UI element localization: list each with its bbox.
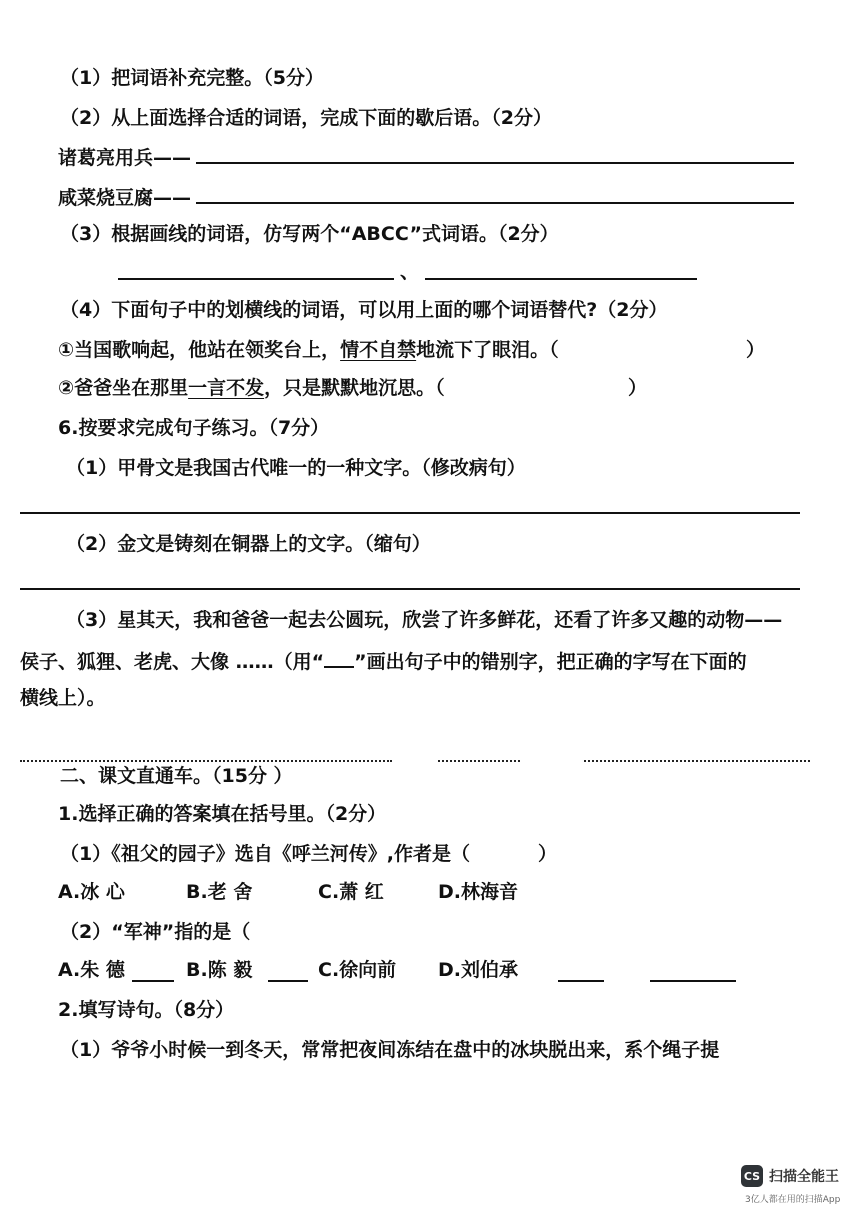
q6-part1: （1）甲骨文是我国古代唯一的一种文字。（修改病句） bbox=[66, 457, 526, 479]
q5-part2: （2）从上面选择合适的词语，完成下面的歇后语。（2分） bbox=[60, 107, 552, 129]
sec2-q1-1-close: ） bbox=[538, 843, 558, 865]
sentence-1-underlined: 情不自禁 bbox=[340, 339, 417, 361]
option-2d: D.刘伯承 bbox=[438, 959, 518, 981]
sentence-2-pre: ②爸爸坐在那里 bbox=[58, 377, 189, 399]
sentence-1 bbox=[58, 338, 559, 362]
option-a: A.冰 心 bbox=[58, 881, 125, 903]
underline-symbol bbox=[324, 648, 354, 668]
q5-part2-a-label: 诸葛亮用兵—— bbox=[58, 147, 192, 169]
q6-part3-line2-post: ”画出句子中的错别字，把正确的字写在下面的 bbox=[354, 651, 747, 673]
q5-part2-b-label: 咸菜烧豆腐—— bbox=[58, 187, 192, 209]
sec2-q2-1: （1）爷爷小时候一到冬天，常常把夜间冻结在盘中的冰块脱出来，系个绳子提 bbox=[60, 1039, 720, 1061]
answer-line-abcc-1[interactable] bbox=[118, 278, 394, 280]
q5-part1: （1）把词语补充完整。（5分） bbox=[60, 67, 324, 89]
option-2b: B.陈 毅 bbox=[186, 959, 253, 981]
sentence-2-underlined: 一言不发 bbox=[188, 377, 265, 399]
answer-line-q6-1[interactable] bbox=[20, 512, 800, 514]
scanner-logo bbox=[741, 1165, 839, 1187]
scanner-tagline: 3亿人都在用的扫描App bbox=[745, 1195, 841, 1205]
abcc-separator: 、 bbox=[400, 261, 420, 283]
answer-line-corrections-3[interactable] bbox=[584, 760, 810, 762]
sentence-2 bbox=[58, 376, 445, 400]
q6-part3-line1: （3）星其天，我和爸爸一起去公圆玩，欣尝了许多鲜花，还看了许多又趣的动物—— bbox=[66, 609, 783, 631]
answer-blank-2d-2[interactable] bbox=[650, 980, 736, 982]
option-2c: C.徐向前 bbox=[318, 959, 397, 981]
sentence-1-close: ） bbox=[746, 339, 766, 361]
sec2-q1: 1.选择正确的答案填在括号里。（2分） bbox=[58, 803, 387, 825]
answer-line-abcc-2[interactable] bbox=[425, 278, 697, 280]
q6-part3-line2-pre: 侯子、狐狸、老虎、大像 ……（用“ bbox=[20, 651, 325, 673]
answer-line-corrections-2[interactable] bbox=[438, 760, 520, 762]
q6-part3-line3: 横线上）。 bbox=[20, 687, 106, 709]
sentence-1-post: 地流下了眼泪。（ bbox=[416, 339, 559, 361]
q6-title: 6.按要求完成句子练习。（7分） bbox=[58, 417, 330, 439]
answer-line-q6-2[interactable] bbox=[20, 588, 800, 590]
sec2-q2: 2.填写诗句。（8分） bbox=[58, 999, 235, 1021]
q6-part2: （2）金文是铸刻在铜器上的文字。（缩句） bbox=[66, 533, 431, 555]
section-2-title: 二、课文直通车。（15分 ） bbox=[60, 765, 293, 787]
q6-part3-line2 bbox=[20, 648, 747, 674]
cs-logo-icon: CS bbox=[741, 1165, 763, 1187]
scanner-name: 扫描全能王 bbox=[769, 1169, 839, 1185]
sentence-2-close: ） bbox=[628, 377, 648, 399]
option-c: C.萧 红 bbox=[318, 881, 384, 903]
answer-blank-2b[interactable] bbox=[268, 980, 308, 982]
sentence-1-pre: ①当国歌响起，他站在领奖台上， bbox=[58, 339, 341, 361]
answer-blank-2d-1[interactable] bbox=[558, 980, 604, 982]
option-d: D.林海音 bbox=[438, 881, 518, 903]
q5-part4: （4）下面句子中的划横线的词语，可以用上面的哪个词语替代?（2分） bbox=[60, 299, 668, 321]
sec2-q1-1: （1）《祖父的园子》选自《呼兰河传》,作者是（ bbox=[60, 843, 470, 865]
answer-line-a[interactable] bbox=[196, 162, 794, 164]
answer-line-corrections-1[interactable] bbox=[20, 760, 392, 762]
sentence-2-post: ，只是默默地沉思。（ bbox=[264, 377, 445, 399]
answer-blank-2a[interactable] bbox=[132, 980, 174, 982]
option-2a: A.朱 德 bbox=[58, 959, 125, 981]
answer-line-b[interactable] bbox=[196, 202, 794, 204]
option-b: B.老 舍 bbox=[186, 881, 253, 903]
sec2-q1-2: （2）“军神”指的是（ bbox=[60, 921, 251, 943]
q5-part3: （3）根据画线的词语，仿写两个“ABCC”式词语。（2分） bbox=[60, 223, 559, 245]
